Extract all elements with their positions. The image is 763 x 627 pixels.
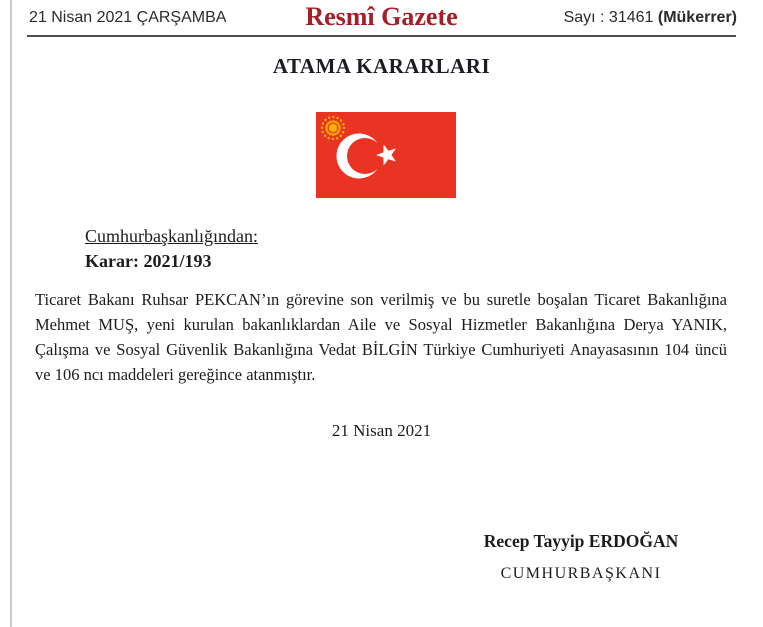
turkish-presidential-flag: [316, 112, 456, 198]
page-scan-edge: [10, 0, 12, 627]
section-title: ATAMA KARARLARI: [272, 54, 491, 78]
signature-title: CUMHURBAŞKANI: [500, 565, 662, 582]
gazette-issue-number: [564, 9, 737, 27]
header-divider: [27, 35, 736, 37]
flag-graphic: [316, 112, 456, 198]
presidential-sun-emblem: [322, 117, 344, 139]
issue-suffix: (Mükerrer): [657, 9, 737, 26]
decree-body: Ticaret Bakanı Ruhsar PEKCAN’ın görevine son verilmiş ve bu suretle boşalan Ticaret Bakanlığına Mehmet MUŞ, yeni kurulan bakanlıklardan Aile ve Sosyal Hizmetler Bakanlığına Derya YANIK, Çalışma ve Sosyal Güvenlik Bakanlığına Vedat BİLGİN Türkiye Cumhuriyeti Anayasasının 104 üncü ve 106 ncı maddeleri gereğince atanmıştır.: [35, 290, 727, 384]
gazette-date: 21 Nisan 2021 ÇARŞAMBA: [29, 9, 227, 26]
crescent-inner: [347, 138, 383, 174]
issuing-authority: Cumhurbaşkanlığından:: [85, 226, 258, 246]
decree-date: 21 Nisan 2021: [331, 421, 432, 440]
gazette-masthead: Resmî Gazete: [305, 2, 458, 31]
signature-name: Recep Tayyip ERDOĞAN: [483, 531, 679, 551]
issue-label: Sayı : 31461: [563, 9, 654, 26]
signature-block: [431, 531, 731, 583]
decree-number: Karar: 2021/193: [85, 251, 212, 271]
